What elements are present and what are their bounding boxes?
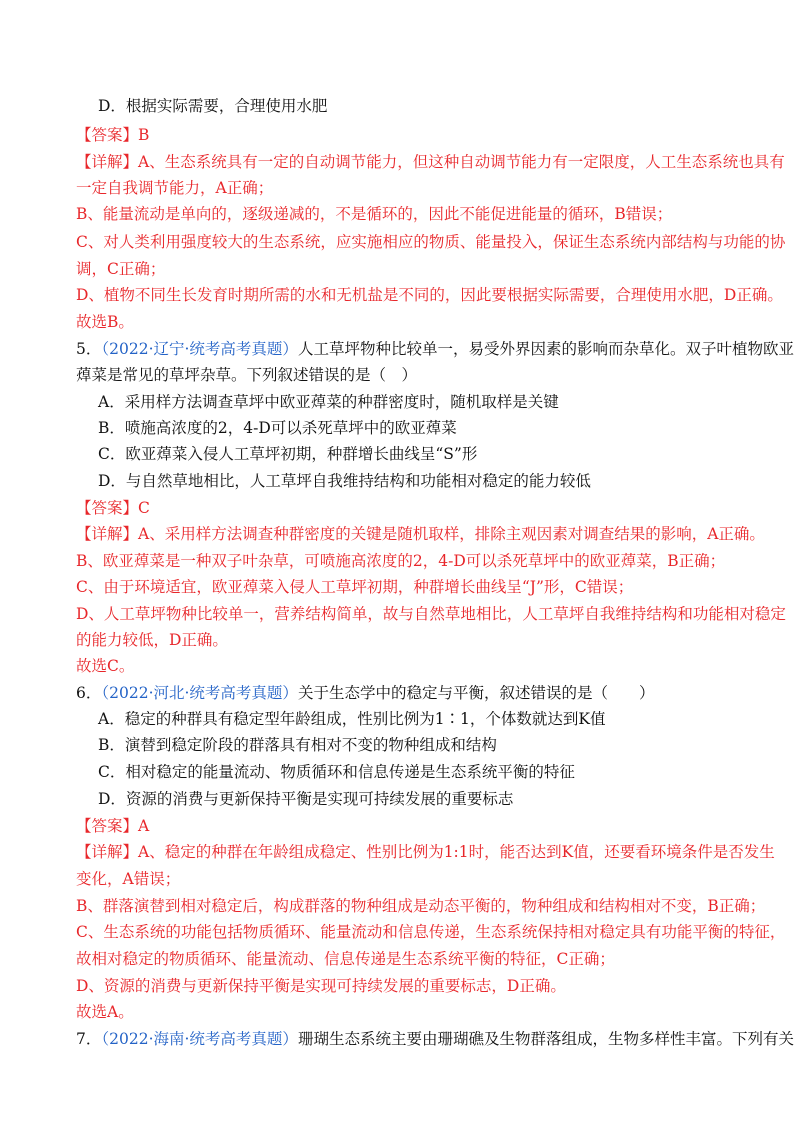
explanation-line: 调，C正确； [76,260,166,278]
question-source: （2022·辽宁·统考高考真题） [101,340,298,358]
question-source: （2022·河北·统考高考真题） [101,684,298,702]
explanation-line: 变化，A错误； [76,870,181,888]
question-text: 关于生态学中的稳定与平衡，叙述错误的是（ ） [297,684,655,702]
question-text: 人工草坪物种比较单一，易受外界因素的影响而杂草化。双子叶植物欧亚 [297,340,794,358]
explanation-line: B、能量流动是单向的，逐级递减的，不是循环的，因此不能促进能量的循环，B错误； [76,205,673,223]
question-number: 7． [76,1030,102,1048]
explanation-line: 故选A。 [76,1003,134,1021]
answer-option: C．欧亚蔊菜入侵人工草坪初期，种群增长曲线呈“S”形 [98,445,478,463]
explanation-line: 【详解】A、采用样方法调查种群密度的关键是随机取样，排除主观因素对调查结果的影响，A正确。 [76,525,765,543]
answer-line: 【答案】B [76,126,150,144]
answer-option: A．稳定的种群具有稳定型年龄组成，性别比例为1∶1，个体数就达到K值 [98,710,606,728]
explanation-line: 故选B。 [76,313,134,331]
answer-option: D．根据实际需要，合理使用水肥 [98,97,328,115]
question-number: 5． [76,340,102,358]
explanation-line: C、对人类利用强度较大的生态系统，应实施相应的物质、能量投入，保证生态系统内部结构与功能的协 [76,233,786,251]
answer-line: 【答案】C [76,499,150,517]
explanation-line: C、生态系统的功能包括物质循环、能量流动和信息传递，生态系统保持相对稳定具有功能平衡的特征， [76,923,786,941]
question-stem [76,681,736,705]
explanation-line: 【详解】A、生态系统具有一定的自动调节能力，但这种自动调节能力有一定限度，人工生态系统也具有 [76,153,785,171]
explanation-line: 故选C。 [76,657,135,675]
explanation-line: 故相对稳定的物质循环、能量流动、信息传递是生态系统平衡的特征，C正确； [76,950,615,968]
explanation-line: C、由于环境适宜，欧亚蔊菜入侵人工草坪初期，种群增长曲线呈“J”形，C错误； [76,578,634,596]
explanation-line: B、欧亚蔊菜是一种双子叶杂草，可喷施高浓度的2，4-D可以杀死草坪中的欧亚蔊菜，B正确； [76,552,726,570]
question-line: 蔊菜是常见的草坪杂草。下列叙述错误的是（ ） [76,366,418,384]
question-stem [76,1027,794,1051]
explanation-line: B、群落演替到相对稳定后，构成群落的物种组成是动态平衡的，物种组成和结构相对不变，B正确； [76,897,766,915]
answer-option: D．与自然草地相比，人工草坪自我维持结构和功能相对稳定的能力较低 [98,472,591,490]
answer-option: A．采用样方法调查草坪中欧亚蔊菜的种群密度时，随机取样是关键 [98,393,559,411]
answer-option: B．演替到稳定阶段的群落具有相对不变的物种组成和结构 [98,736,497,754]
explanation-line: D、资源的消费与更新保持平衡是实现可持续发展的重要标志，D正确。 [76,977,566,995]
explanation-line: 【详解】A、稳定的种群在年龄组成稳定、性别比例为1:1时，能否达到K值，还要看环境条件是否发生 [76,843,775,861]
answer-option: D．资源的消费与更新保持平衡是实现可持续发展的重要标志 [98,790,514,808]
question-source: （2022·海南·统考高考真题） [101,1030,298,1048]
explanation-line: 一定自我调节能力，A正确； [76,179,274,197]
question-stem [76,337,794,361]
explanation-line: 的能力较低，D正确。 [76,631,228,649]
question-number: 6． [76,684,102,702]
explanation-line: D、人工草坪物种比较单一，营养结构简单，故与自然草地相比，人工草坪自我维持结构和功能相对稳定 [76,605,786,623]
answer-option: B．喷施高浓度的2，4-D可以杀死草坪中的欧亚蔊菜 [98,419,457,437]
answer-option: C．相对稳定的能量流动、物质循环和信息传递是生态系统平衡的特征 [98,763,575,781]
question-text: 珊瑚生态系统主要由珊瑚礁及生物群落组成，生物多样性丰富。下列有关 [297,1030,794,1048]
explanation-line: D、植物不同生长发育时期所需的水和无机盐是不同的，因此要根据实际需要，合理使用水肥，D正确。 [76,286,783,304]
answer-line: 【答案】A [76,817,150,835]
